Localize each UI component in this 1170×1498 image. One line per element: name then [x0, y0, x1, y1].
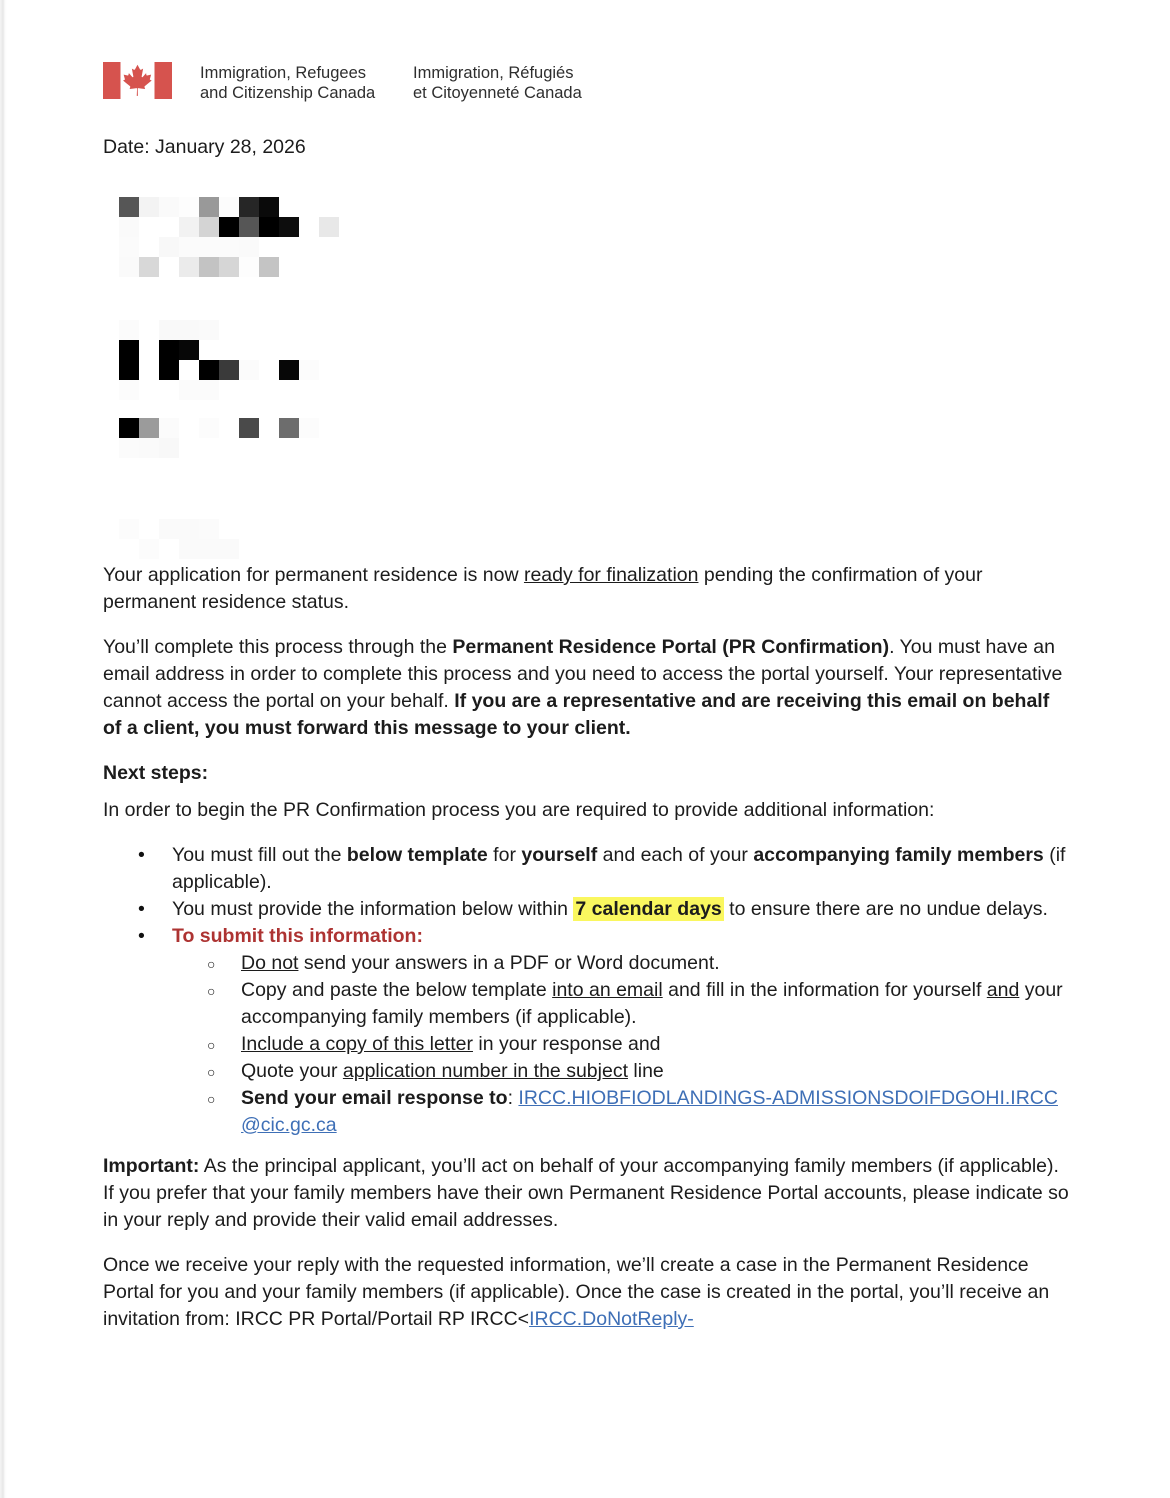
list-item — [103, 923, 1069, 950]
redaction-pixel — [239, 320, 259, 340]
redaction-pixel — [259, 418, 279, 438]
text-segment: below template — [346, 844, 488, 866]
text-segment: . You must have an email address in order to complete this process and you need to access the portal yourself. Your representative cannot access the portal on your behalf. — [103, 636, 1063, 712]
paragraph — [103, 1153, 1069, 1234]
text-segment: accompanying family members — [753, 844, 1044, 866]
text-segment: Copy and paste the below template — [241, 979, 553, 1001]
redaction-pixel — [119, 539, 139, 559]
redaction-pixel — [259, 237, 279, 257]
text-segment: If you are a representative and are receiving this email on behalf of a client, you must forward this message to your client. — [103, 690, 1050, 739]
redaction-pixel — [139, 539, 159, 559]
redaction-pixel — [319, 237, 339, 257]
redaction-pixel — [259, 360, 279, 380]
redaction-pixel — [159, 438, 179, 458]
redaction-pixel — [139, 197, 159, 217]
redaction-pixel — [279, 257, 299, 277]
redaction-pixel — [159, 519, 179, 539]
redaction-pixel — [219, 418, 239, 438]
redaction-pixel — [279, 438, 299, 458]
redaction-pixel — [239, 360, 259, 380]
redaction-pixel — [159, 360, 179, 380]
redaction-pixel — [199, 217, 219, 237]
redaction-pixel — [199, 197, 219, 217]
list-item — [103, 977, 1069, 1031]
redaction-pixel — [239, 418, 259, 438]
dept-en-line2: and Citizenship Canada — [200, 84, 376, 102]
redaction-pixel — [159, 257, 179, 277]
dept-fr-line1: Immigration, Réfugiés — [413, 64, 574, 82]
redaction-pixel — [179, 418, 199, 438]
text-segment: Do not — [241, 952, 299, 974]
redaction-pixel — [299, 380, 319, 400]
circle-bullet-icon: ○ — [207, 1064, 216, 1080]
text-segment: As the principal applicant, you’ll act on behalf of your accompanying family members (if applicable). If you prefer that your family members have their own Permanent Residence Portal accounts, please indicate so in your reply and provide their valid email addresses. — [103, 1155, 1069, 1231]
redaction-pixel — [299, 340, 319, 360]
list-item — [103, 896, 1069, 923]
redaction-pixel — [199, 418, 219, 438]
redaction-pixel — [119, 519, 139, 539]
circle-bullet-icon: ○ — [207, 956, 216, 972]
bullet-icon: • — [138, 844, 145, 866]
paragraph — [103, 562, 1069, 616]
redaction-pixel — [279, 237, 299, 257]
redaction-pixel — [119, 197, 139, 217]
paragraph — [103, 634, 1069, 742]
redaction-pixel — [179, 257, 199, 277]
list-item — [103, 950, 1069, 977]
page-scan-edge — [0, 0, 7, 1498]
text-segment: Important: — [103, 1155, 200, 1177]
redaction-pixel — [299, 320, 319, 340]
redaction-pixel — [159, 539, 179, 559]
redaction-pixel — [159, 320, 179, 340]
paragraph — [103, 797, 1069, 824]
redaction-pixel — [319, 197, 339, 217]
redaction-pixel — [219, 320, 239, 340]
text-segment: yourself — [521, 844, 598, 866]
redaction-pixel — [279, 360, 299, 380]
text-segment: Quote your — [241, 1060, 343, 1082]
redaction-pixel — [279, 418, 299, 438]
redacted-text-block — [119, 197, 339, 277]
redaction-pixel — [219, 257, 239, 277]
list-item — [103, 1058, 1069, 1085]
text-segment: line — [627, 1060, 664, 1082]
redaction-pixel — [319, 257, 339, 277]
list-item — [103, 842, 1069, 896]
list-item — [103, 1085, 1069, 1139]
section-heading — [103, 760, 1069, 787]
redaction-pixel — [219, 438, 239, 458]
text-segment: application number in the subject — [342, 1060, 628, 1082]
redaction-pixel — [279, 340, 299, 360]
redacted-text-block — [119, 519, 239, 559]
redaction-pixel — [239, 197, 259, 217]
circle-bullet-icon: ○ — [207, 1037, 216, 1053]
canada-flag-icon — [103, 62, 172, 99]
redaction-pixel — [159, 217, 179, 237]
redaction-pixel — [119, 340, 139, 360]
redaction-pixel — [179, 237, 199, 257]
redaction-pixel — [259, 380, 279, 400]
email-response-link[interactable]: IRCC.HIOBFIODLANDINGS-ADMISSIONSDOIFDGOHI.IRCC@cic.gc.ca — [241, 1087, 1058, 1136]
redaction-pixel — [159, 418, 179, 438]
redacted-text-block — [119, 320, 319, 400]
redaction-pixel — [299, 197, 319, 217]
redaction-pixel — [299, 237, 319, 257]
redaction-pixel — [179, 438, 199, 458]
redaction-pixel — [279, 197, 299, 217]
redaction-pixel — [299, 217, 319, 237]
redaction-pixel — [239, 380, 259, 400]
paragraph — [103, 1252, 1069, 1333]
redaction-pixel — [119, 237, 139, 257]
redaction-pixel — [199, 438, 219, 458]
redaction-pixel — [319, 217, 339, 237]
redaction-pixel — [279, 217, 299, 237]
redaction-pixel — [119, 320, 139, 340]
circle-bullet-icon: ○ — [207, 1091, 216, 1107]
text-segment: your accompanying family members (if applicable). — [241, 979, 1063, 1028]
redaction-pixel — [259, 320, 279, 340]
redaction-pixel — [219, 217, 239, 237]
redaction-pixel — [179, 340, 199, 360]
circle-bullet-icon: ○ — [207, 983, 216, 999]
redaction-pixel — [119, 257, 139, 277]
text-segment: You’ll complete this process through the — [103, 636, 453, 658]
dept-en-line1: Immigration, Refugees — [200, 64, 366, 82]
text-segment: into an email — [552, 979, 663, 1001]
redaction-pixel — [179, 519, 199, 539]
text-segment: You must fill out the — [172, 844, 347, 866]
redaction-pixel — [139, 340, 159, 360]
redaction-pixel — [219, 519, 239, 539]
redaction-pixel — [219, 360, 239, 380]
redaction-pixel — [139, 320, 159, 340]
redaction-pixel — [159, 380, 179, 400]
redaction-pixel — [239, 438, 259, 458]
redaction-pixel — [219, 380, 239, 400]
redaction-pixel — [119, 418, 139, 438]
redaction-pixel — [199, 519, 219, 539]
text-segment: 7 calendar days — [575, 898, 722, 920]
redaction-pixel — [139, 237, 159, 257]
redaction-pixel — [199, 539, 219, 559]
redaction-pixel — [179, 320, 199, 340]
redaction-pixel — [159, 340, 179, 360]
redaction-pixel — [159, 197, 179, 217]
text-segment: (if applicable). — [172, 844, 1066, 893]
bullet-icon: • — [138, 925, 145, 947]
text-segment: to ensure there are no undue delays. — [723, 898, 1048, 920]
text-segment: Permanent Residence Portal (PR Confirmation) — [452, 636, 890, 658]
redaction-pixel — [219, 197, 239, 217]
redaction-pixel — [179, 380, 199, 400]
redaction-pixel — [179, 360, 199, 380]
redaction-pixel — [139, 360, 159, 380]
redaction-pixel — [119, 438, 139, 458]
redaction-pixel — [119, 217, 139, 237]
redaction-pixel — [299, 418, 319, 438]
text-segment: Once we receive your reply with the requested information, we’ll create a case in the Permanent Residence Portal for you and your family members (if applicable). Once the case is created in the portal, you’ll receive an invitation from: IRCC PR Portal/Portail RP IRCC< — [103, 1254, 1050, 1330]
redaction-pixel — [299, 360, 319, 380]
text-segment: Your application for permanent residence is now — [103, 564, 524, 586]
redaction-pixel — [199, 380, 219, 400]
text-segment: for — [487, 844, 522, 866]
redaction-pixel — [219, 340, 239, 360]
text-segment: and — [986, 979, 1020, 1001]
text-segment: and fill in the information for yourself — [662, 979, 987, 1001]
letter-body — [103, 562, 1069, 1351]
text-segment: : — [507, 1087, 519, 1109]
redaction-pixel — [239, 217, 259, 237]
list-item — [103, 1031, 1069, 1058]
text-segment: Next steps: — [103, 762, 209, 784]
redaction-pixel — [259, 257, 279, 277]
redaction-pixel — [119, 380, 139, 400]
text-segment: In order to begin the PR Confirmation process you are required to provide additional information: — [103, 799, 935, 821]
redaction-pixel — [139, 380, 159, 400]
text-segment: in your response and — [472, 1033, 661, 1055]
redaction-pixel — [199, 360, 219, 380]
redaction-pixel — [159, 237, 179, 257]
redaction-pixel — [239, 257, 259, 277]
redaction-pixel — [279, 320, 299, 340]
bullet-list — [103, 842, 1069, 1139]
dept-fr-line2: et Citoyenneté Canada — [413, 84, 582, 102]
bullet-icon: • — [138, 898, 145, 920]
redaction-pixel — [219, 237, 239, 257]
redaction-pixel — [139, 438, 159, 458]
text-segment: Send your email response to — [241, 1087, 508, 1109]
dept-name-french — [413, 63, 582, 103]
date-line: Date: January 28, 2026 — [103, 136, 306, 158]
redaction-pixel — [199, 340, 219, 360]
redaction-pixel — [199, 320, 219, 340]
redaction-pixel — [139, 257, 159, 277]
redaction-pixel — [219, 539, 239, 559]
redaction-pixel — [279, 380, 299, 400]
redaction-pixel — [119, 360, 139, 380]
text-segment: ready for finalization — [523, 564, 699, 586]
donotreply-link[interactable]: IRCC.DoNotReply- — [529, 1308, 694, 1330]
redaction-pixel — [179, 217, 199, 237]
redacted-text-block — [119, 418, 319, 458]
redaction-pixel — [199, 257, 219, 277]
text-segment: pending the confirmation of your permanent residence status. — [103, 564, 983, 613]
redaction-pixel — [239, 237, 259, 257]
redaction-pixel — [139, 418, 159, 438]
text-segment: Include a copy of this letter — [241, 1033, 473, 1055]
redaction-pixel — [199, 237, 219, 257]
redaction-pixel — [179, 197, 199, 217]
redaction-pixel — [239, 340, 259, 360]
redaction-pixel — [259, 438, 279, 458]
redaction-pixel — [139, 519, 159, 539]
redaction-pixel — [179, 539, 199, 559]
redaction-pixel — [299, 438, 319, 458]
redaction-pixel — [259, 197, 279, 217]
dept-name-english — [200, 63, 375, 103]
text-segment: send your answers in a PDF or Word document. — [298, 952, 720, 974]
text-segment: To submit this information: — [172, 925, 423, 947]
redaction-pixel — [299, 257, 319, 277]
text-segment: and each of your — [597, 844, 754, 866]
text-segment: You must provide the information below within — [172, 898, 574, 920]
redaction-pixel — [259, 217, 279, 237]
redaction-pixel — [259, 340, 279, 360]
redaction-pixel — [139, 217, 159, 237]
